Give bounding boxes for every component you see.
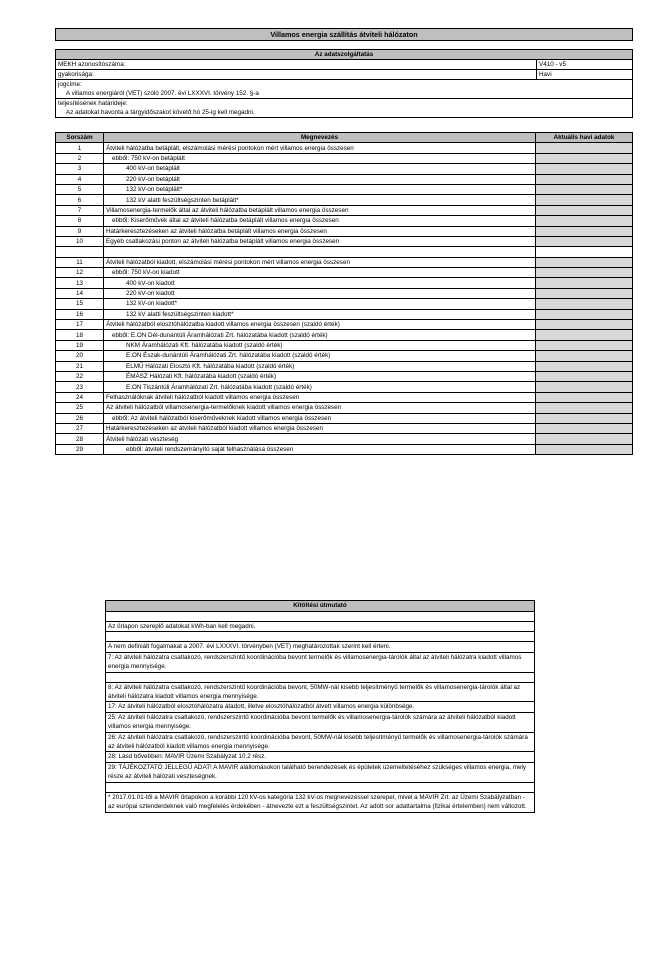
row-number: 13 <box>56 278 104 288</box>
monthly-value-cell[interactable] <box>536 236 633 246</box>
info-text: Az adatokat havonta a tárgyidőszakot követő hó 25-ig kell megadni. <box>66 109 255 116</box>
row-label: E.ON Tiszántúli Áramhálózati Zrt. hálózatába kiadott (szaldó érték) <box>104 382 536 392</box>
monthly-value-cell[interactable] <box>536 423 633 433</box>
monthly-value-cell[interactable] <box>536 268 633 278</box>
table-row <box>56 278 633 288</box>
row-label: 132 kV-on kiadott* <box>104 299 536 309</box>
col-header-monthly: Aktuális havi adatok <box>536 133 633 143</box>
table-row <box>56 257 633 267</box>
row-label: 132 kV alatti feszültségszinten kiadott* <box>104 309 536 319</box>
info-value: Havi <box>536 70 632 79</box>
table-row <box>56 330 633 340</box>
guide-spacer <box>106 673 534 683</box>
table-row <box>56 413 633 423</box>
monthly-value-cell[interactable] <box>536 174 633 184</box>
row-label: NKM Áramhálózati Kft. hálózatába kiadott (szaldó érték) <box>104 340 536 350</box>
guide-paragraph: 17: Az átviteli hálózatból elosztóhálózatra átadott, illetve elosztóhálózatból átvett villamos energia különbsége. <box>106 702 534 712</box>
monthly-value-cell[interactable] <box>536 216 633 226</box>
table-row <box>56 403 633 413</box>
row-number <box>56 247 104 257</box>
table-row <box>56 309 633 319</box>
report-sheet <box>55 28 633 455</box>
monthly-value-cell[interactable] <box>536 247 633 257</box>
row-label: 400 kV-on kiadott <box>104 278 536 288</box>
guide-paragraph: Az űrlapon szereplő adatokat kWh-ban kell megadni. <box>106 622 534 632</box>
row-label: 132 kV alatti feszültségszinten betáplált* <box>104 195 536 205</box>
monthly-value-cell[interactable] <box>536 413 633 423</box>
filling-guide <box>105 600 535 813</box>
info-label: teljesítésének határideje: <box>58 100 128 107</box>
info-label: gyakorisága: <box>58 71 94 78</box>
row-label: ELMŰ Hálózati Elosztó Kft. hálózatába kiadott (szaldó érték) <box>104 361 536 371</box>
row-number: 25 <box>56 403 104 413</box>
guide-spacer <box>106 612 534 622</box>
row-label: 220 kV-on kiadott <box>104 288 536 298</box>
row-number: 15 <box>56 299 104 309</box>
table-row <box>56 216 633 226</box>
row-number: 28 <box>56 434 104 444</box>
monthly-value-cell[interactable] <box>536 195 633 205</box>
row-label: 400 kV-on betáplált <box>104 164 536 174</box>
monthly-value-cell[interactable] <box>536 434 633 444</box>
row-number: 18 <box>56 330 104 340</box>
monthly-value-cell[interactable] <box>536 403 633 413</box>
row-number: 17 <box>56 320 104 330</box>
info-label: jogcíme: <box>58 81 82 88</box>
guide-paragraph: * 2017.01.01-től a MAVIR űrlapokon a korábbi 120 kV-os kategória 132 kV-os megnevezéssel szerepel, mivel a MAVIR Zrt. az Üzemi Szabályzatban - az európai sztenderdeknek való megfelelés érdekében - átnevezte ezt a feszültségszintet. Az adott sor adattartalma (fizikai értelemben) nem változott. <box>108 793 527 811</box>
table-row <box>56 164 633 174</box>
monthly-value-cell[interactable] <box>536 205 633 215</box>
col-header-number: Sorszám <box>56 133 104 143</box>
data-table <box>55 132 633 455</box>
monthly-value-cell[interactable] <box>536 351 633 361</box>
row-label: ebből: 750 kV-on betáplált <box>104 153 536 163</box>
table-row <box>56 382 633 392</box>
monthly-value-cell[interactable] <box>536 153 633 163</box>
table-row <box>56 423 633 433</box>
info-row-legal-basis <box>56 80 632 89</box>
monthly-value-cell[interactable] <box>536 299 633 309</box>
report-title: Villamos energia szállítás átviteli hálózaton <box>55 28 633 41</box>
row-number: 8 <box>56 216 104 226</box>
row-number: 24 <box>56 392 104 402</box>
row-label: Átviteli hálózatba betáplált, elszámolási mérési pontokon mért villamos energia összesen <box>104 143 536 153</box>
row-number: 21 <box>56 361 104 371</box>
row-label: ebből: 750 kV-on kiadott <box>104 268 536 278</box>
monthly-value-cell[interactable] <box>536 278 633 288</box>
table-row <box>56 247 633 257</box>
table-row <box>56 195 633 205</box>
row-number: 7 <box>56 205 104 215</box>
row-label: Az átviteli hálózatból villamosenergia-termelőknek kiadott villamos energia összesen <box>104 403 536 413</box>
table-row <box>56 340 633 350</box>
monthly-value-cell[interactable] <box>536 309 633 319</box>
guide-header: Kitöltési útmutató <box>106 601 534 612</box>
row-label: Átviteli hálózatból elosztóhálózatba kiadott villamos energia összesen (szaldó érték) <box>104 320 536 330</box>
table-row <box>56 226 633 236</box>
table-row <box>56 288 633 298</box>
monthly-value-cell[interactable] <box>536 288 633 298</box>
monthly-value-cell[interactable] <box>536 330 633 340</box>
row-number: 6 <box>56 195 104 205</box>
row-number: 12 <box>56 268 104 278</box>
row-number: 26 <box>56 413 104 423</box>
row-label: Határkeresztezéseken az átviteli hálózatba betáplált villamos energia összesen <box>104 226 536 236</box>
table-row <box>56 205 633 215</box>
info-value: V410 - v5 <box>536 60 632 69</box>
info-row-legal-text <box>56 89 632 99</box>
info-box <box>55 49 633 118</box>
info-row-id <box>56 60 632 70</box>
table-row <box>56 392 633 402</box>
monthly-value-cell[interactable] <box>536 340 633 350</box>
guide-paragraph: 25: Az átviteli hálózatra csatlakozó, rendszerszintű koordinációba bevont termelők és villamosenergia-tárolók számára az átviteli hálózatból kiadott villamos energia mennyisége. <box>106 713 534 733</box>
monthly-value-cell[interactable] <box>536 382 633 392</box>
table-row <box>56 434 633 444</box>
guide-paragraph: 28: Lásd bővebben: MAVIR Üzemi Szabályzat 10.2 rész. <box>106 752 534 762</box>
table-row <box>56 184 633 194</box>
guide-spacer <box>106 632 534 642</box>
row-number: 23 <box>56 382 104 392</box>
info-row-deadline-text <box>56 108 632 117</box>
row-label <box>104 247 536 257</box>
row-number: 5 <box>56 184 104 194</box>
monthly-value-cell[interactable] <box>536 164 633 174</box>
monthly-value-cell[interactable] <box>536 361 633 371</box>
row-label: Felhasználóknak átviteli hálózatból kiadott villamos energia összesen <box>104 392 536 402</box>
monthly-value-cell[interactable] <box>536 226 633 236</box>
table-row <box>56 351 633 361</box>
row-number: 14 <box>56 288 104 298</box>
row-number: 22 <box>56 371 104 381</box>
row-label: ebből: Az átviteli hálózatból kiserőműveknek kiadott villamos energia összesen <box>104 413 536 423</box>
monthly-value-cell[interactable] <box>536 444 633 454</box>
table-row <box>56 361 633 371</box>
table-row <box>56 153 633 163</box>
table-row <box>56 299 633 309</box>
row-number: 20 <box>56 351 104 361</box>
row-number: 1 <box>56 143 104 153</box>
monthly-value-cell[interactable] <box>536 371 633 381</box>
col-header-name: Megnevezés <box>104 133 536 143</box>
table-row <box>56 268 633 278</box>
table-row <box>56 236 633 246</box>
guide-paragraph: 8: Az átviteli hálózatra csatlakozó, rendszerszintű koordinációba bevont, 50MW-nál kisebb teljesítményű termelők és villamosenergia-tárolók által az átviteli hálózatra kiadott villamos energia mennyisége. <box>106 683 534 703</box>
table-row <box>56 143 633 153</box>
guide-paragraph: 7: Az átviteli hálózatra csatlakozó, rendszerszintű koordinációba bevont termelők és villamosenergia-tárolók által az átviteli hálózatra kiadott villamos energia mennyisége. <box>106 653 534 673</box>
row-label: Egyéb csatlakozási ponton az átviteli hálózatba betáplált villamos energia összesen <box>104 236 536 246</box>
row-number: 2 <box>56 153 104 163</box>
info-text: A villamos energiáról (VET) szóló 2007. évi LXXXVI. törvény 152. §-a <box>66 90 259 97</box>
table-row <box>56 174 633 184</box>
row-label: Villamosenergia-termelők által az átviteli hálózatba betáplált villamos energia összesen <box>104 205 536 215</box>
row-label: Átviteli hálózati veszteség <box>104 434 536 444</box>
row-number: 10 <box>56 236 104 246</box>
guide-paragraph: 26: Az átviteli hálózatra csatlakozó, rendszerszintű koordinációba bevont, 50MW-nál kisebb teljesítményű termelők és villamosenergia-tárolók számára az átviteli hálózatból kiadott villamos energia mennyisége. <box>106 733 534 753</box>
row-number: 11 <box>56 257 104 267</box>
info-row-frequency <box>56 70 632 80</box>
row-number: 19 <box>56 340 104 350</box>
monthly-value-cell[interactable] <box>536 392 633 402</box>
info-label: MEKH azonosítószáma: <box>58 61 126 68</box>
row-label: ebből: E.ON Dél-dunántúli Áramhálózati Zrt. hálózatába kiadott (szaldó érték) <box>104 330 536 340</box>
row-number: 27 <box>56 423 104 433</box>
monthly-value-cell[interactable] <box>536 257 633 267</box>
row-label: ebből: Kiserőművek által az átviteli hálózatba betáplált villamos energia összesen <box>104 216 536 226</box>
row-number: 4 <box>56 174 104 184</box>
row-label: Határkeresztezéseken az átviteli hálózatból kiadott villamos energia összesen <box>104 423 536 433</box>
row-label: E.ON Észak-dunántúli Áramhálózati Zrt. hálózatába kiadott (szaldó érték) <box>104 351 536 361</box>
table-row <box>56 371 633 381</box>
row-label: 132 kV-on betáplált* <box>104 184 536 194</box>
guide-paragraph: 29: TÁJÉKOZTATÓ JELLEGŰ ADAT! A MAVIR alállomásokon található berendezések és épületek üzemeltetéséhez szükséges villamos energia, mely része az átviteli hálózati veszteségnek. <box>106 763 534 783</box>
row-number: 9 <box>56 226 104 236</box>
table-row <box>56 320 633 330</box>
row-number: 29 <box>56 444 104 454</box>
table-row <box>56 444 633 454</box>
row-number: 3 <box>56 164 104 174</box>
row-label: 220 kV-on betáplált <box>104 174 536 184</box>
guide-paragraph: A nem definiált fogalmakat a 2007. évi LXXXVI. törvényben (VET) meghatározottak szerint kell érteni. <box>106 642 534 652</box>
monthly-value-cell[interactable] <box>536 143 633 153</box>
info-header: Az adatszolgáltatás <box>56 50 632 60</box>
guide-spacer <box>106 783 534 793</box>
row-label: Átviteli hálózatból kiadott, elszámolási mérési pontokon mért villamos energia összesen <box>104 257 536 267</box>
row-label: ebből: átviteli rendszerirányító saját felhasználása összesen <box>104 444 536 454</box>
row-number: 16 <box>56 309 104 319</box>
row-label: ÉMÁSZ Hálózati Kft. hálózatába kiadott (szaldó érték) <box>104 371 536 381</box>
monthly-value-cell[interactable] <box>536 320 633 330</box>
info-row-deadline <box>56 99 632 108</box>
table-header-row <box>56 133 633 143</box>
monthly-value-cell[interactable] <box>536 184 633 194</box>
